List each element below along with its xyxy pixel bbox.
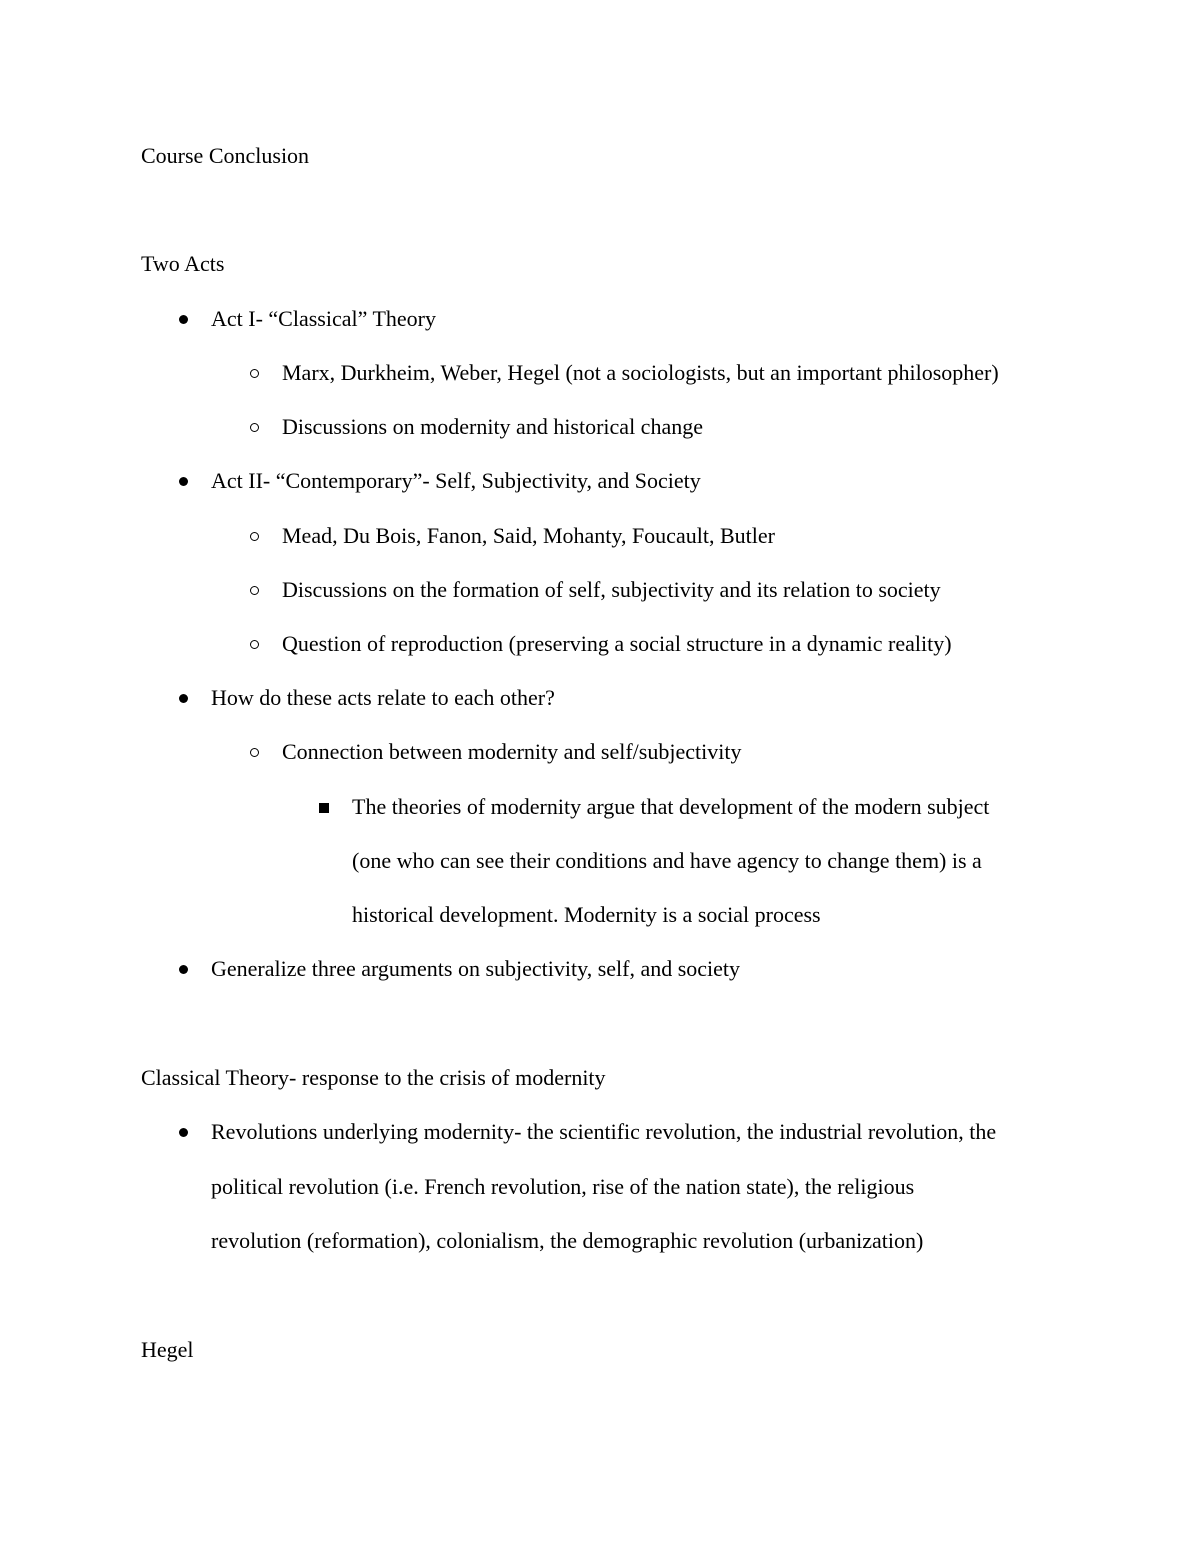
bullet-disc-icon bbox=[179, 477, 188, 486]
list-item-line: Revolutions underlying modernity- the scientific revolution, the industrial revolution, the bbox=[211, 1119, 997, 1144]
bullet-circle-icon bbox=[250, 423, 259, 432]
list-item: Connection between modernity and self/subjectivity bbox=[282, 739, 742, 764]
section-heading-classical-theory: Classical Theory- response to the crisis of modernity bbox=[141, 1065, 606, 1090]
bullet-circle-icon bbox=[250, 369, 259, 378]
list-item: Generalize three arguments on subjectivity, self, and society bbox=[211, 956, 741, 981]
list-item: Mead, Du Bois, Fanon, Said, Mohanty, Foucault, Butler bbox=[282, 523, 775, 548]
bullet-circle-icon bbox=[250, 640, 259, 649]
bullet-circle-icon bbox=[250, 586, 259, 595]
list-item-line: revolution (reformation), colonialism, the demographic revolution (urbanization) bbox=[211, 1228, 924, 1253]
bullet-circle-icon bbox=[250, 532, 259, 541]
list-item: Act II- “Contemporary”- Self, Subjectivity, and Society bbox=[211, 468, 701, 493]
list-item: Discussions on the formation of self, subjectivity and its relation to society bbox=[282, 577, 941, 602]
list-item-line: (one who can see their conditions and have agency to change them) is a bbox=[352, 848, 982, 873]
bullet-disc-icon bbox=[179, 315, 188, 324]
list-item: How do these acts relate to each other? bbox=[211, 685, 555, 710]
list-item: Act I- “Classical” Theory bbox=[211, 306, 437, 331]
list-item: Discussions on modernity and historical change bbox=[282, 414, 703, 439]
section-heading-two-acts: Two Acts bbox=[141, 251, 225, 276]
list-item: Question of reproduction (preserving a social structure in a dynamic reality) bbox=[282, 631, 952, 656]
list-item-line: political revolution (i.e. French revolution, rise of the nation state), the religious bbox=[211, 1174, 915, 1199]
bullet-disc-icon bbox=[179, 965, 188, 974]
bullet-square-icon bbox=[319, 803, 329, 813]
bullet-disc-icon bbox=[179, 1128, 188, 1137]
bullet-disc-icon bbox=[179, 694, 188, 703]
section-heading-hegel: Hegel bbox=[141, 1337, 194, 1362]
list-item: Marx, Durkheim, Weber, Hegel (not a sociologists, but an important philosopher) bbox=[282, 360, 999, 385]
list-item-line: The theories of modernity argue that development of the modern subject bbox=[352, 794, 990, 819]
list-item-line: historical development. Modernity is a social process bbox=[352, 902, 821, 927]
document-title: Course Conclusion bbox=[141, 143, 310, 168]
bullet-circle-icon bbox=[250, 748, 259, 757]
